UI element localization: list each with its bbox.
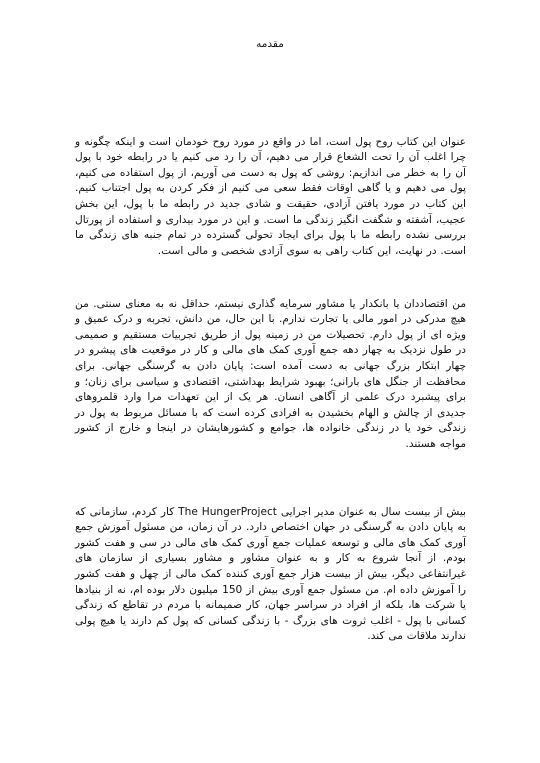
paragraph-1: عنوان این کتاب روح پول است، اما در واقع در مورد روح خودمان است و اینکه چگونه و چرا اغلب آن را تحت الشعاع قرار می دهیم، آن را رد می کنیم یا در رابطه خود با پول آن را به خطر می اندازیم: روشی که پول به دست می آوریم، از پول استفاده می کنیم، پول می دهیم و یا گاهی اوقات فقط سعی می کنیم از فکر کردن به پول اجتناب کنیم. این کتاب در مورد یافتن آزادی، حقیقت و شادی جدید در رابطه ما با پول، این بخش عجیب، آشفته و شگفت انگیز زندگی ما است. و این در مورد بیداری و استفاده از پورتال بررسی نشده رابطه ما با پول برای ایجاد تحولی گسترده در تمام جنبه های زندگی ما است. در نهایت، این کتاب راهی به سوی آزادی شخصی و مالی است. <box>75 135 466 257</box>
chapter-title: مقدمه <box>256 38 284 50</box>
paragraph-2: من اقتصاددان یا بانکدار یا مشاور سرمایه گذاری نیستم، حداقل نه به معنای سنتی. من هیچ مدرکی در امور مالی یا تجارت ندارم. با این حال، من دانش، تجربه و درک عمیق و ویژه ای از پول دارم. تحصیلات من در زمینه پول از طریق تجربیات مستقیم و صمیمی در طول نزدیک به چهار دهه جمع آوری کمک های مالی و کار در موقعیت های پیشرو در چهار ابتکار بزرگ جهانی به دست آمده است: پایان دادن به گرسنگی جهانی. برای محافظت از جنگل های بارانی؛ بهبود شرایط بهداشتی، اقتصادی و سیاسی برای زنان؛ و برای پیشبرد درک علمی از آگاهی انسان. هر یک از این تعهدات مرا وارد قلمروهای جدیدی از چالش و الهام بخشیدن به افرادی کرده است که با مسائل مربوط به پول در زندگی خود یا در زندگی خانواده ها، جوامع و کشورهایشان در اینجا و خارج از کشور مواجه هستند. <box>75 297 466 450</box>
paragraph-3: بیش از بیست سال به عنوان مدیر اجرایی The HungerProject کار کردم، سازمانی که به پایان دادن به گرسنگی در جهان اختصاص دارد. در آن زمان، من مسئول آموزش جمع آوری کمک های مالی و توسعه عملیات جمع آوری کمک های مالی در سی و هفت کشور بودم. از آنجا شروع به کار و به عنوان مشاور و مشاور بسیاری از سازمان های غیرانتفاعی دیگر، بیش از بیست هزار جمع آوری کننده کمک مالی از چهل و هفت کشور را آموزش داده ام. من مسئول جمع آوری بیش از 150 میلیون دلار بوده ام، نه از بنیادها یا شرکت ها، بلکه از افراد در سراسر جهان، کار صمیمانه با مردم در تقاطع که زندگی کسانی با پول - اغلب ثروت های بزرگ - با زندگی کسانی که پول کم دارند یا هیچ پولی ندارند ملاقات می کند. <box>75 505 466 643</box>
